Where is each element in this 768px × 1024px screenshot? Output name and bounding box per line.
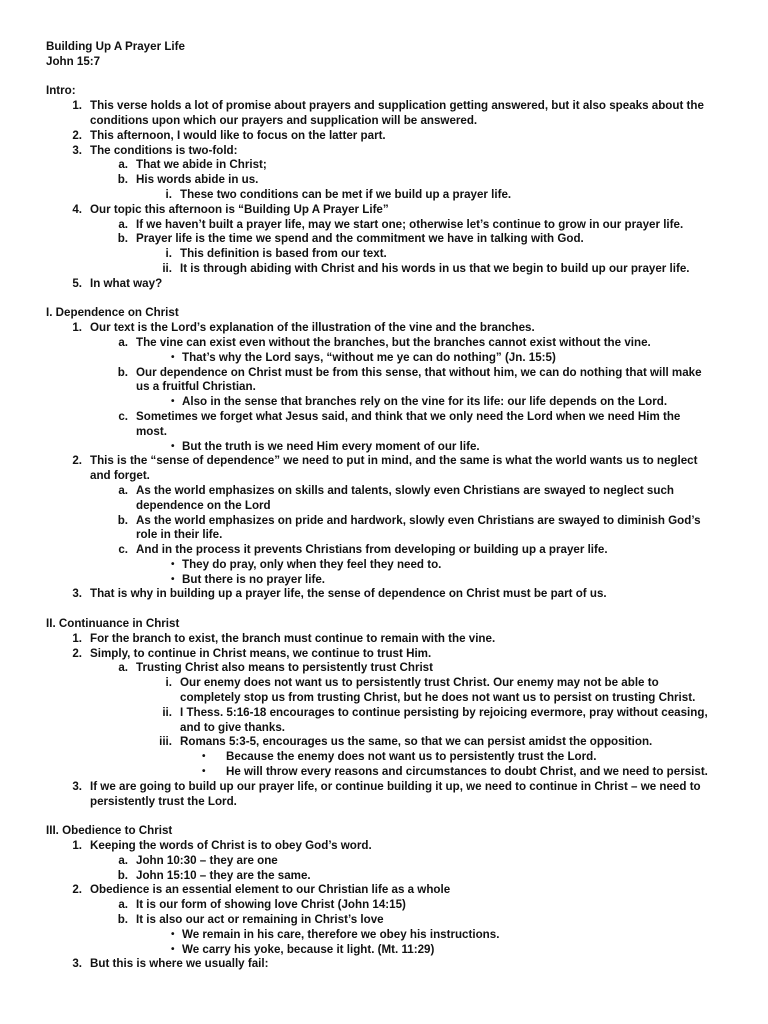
list-item-continuation bbox=[0, 380, 768, 395]
list-item-text: If we haven’t built a prayer life, may we start one; otherwise let’s continue to grow in our prayer life. bbox=[136, 217, 684, 231]
list-item-text: It is through abiding with Christ and his words in us that we begin to build up our prayer life. bbox=[180, 261, 690, 275]
list-item-text: This verse holds a lot of promise about prayers and supplication getting answered, but it also speaks about the bbox=[90, 99, 704, 113]
list-item bbox=[0, 587, 768, 602]
bullet-item bbox=[0, 750, 768, 765]
section-heading: III. Obedience to Christ bbox=[46, 824, 173, 838]
list-item bbox=[0, 484, 768, 499]
bullet-item bbox=[0, 928, 768, 943]
section-heading: I. Dependence on Christ bbox=[46, 306, 179, 320]
list-item-text: I Thess. 5:16-18 encourages to continue persisting by rejoicing evermore, pray without ceasing, bbox=[180, 705, 708, 719]
list-item-text: As the world emphasizes on pride and hardwork, slowly even Christians are swayed to diminish God’s bbox=[136, 513, 701, 527]
list-item-text: As the world emphasizes on skills and talents, slowly even Christians are swayed to neglect such bbox=[136, 483, 674, 497]
list-item bbox=[0, 129, 768, 144]
list-item bbox=[0, 277, 768, 292]
list-item-text: us a fruitful Christian. bbox=[136, 380, 256, 394]
list-item-text: He will throw every reasons and circumstances to doubt Christ, and we need to persist. bbox=[226, 765, 708, 779]
list-item-continuation bbox=[0, 469, 768, 484]
list-item-text: If we are going to build up our prayer life, or continue building it up, we need to continue in Christ – we need to bbox=[90, 779, 701, 793]
list-marker: a. bbox=[118, 217, 128, 231]
list-item bbox=[0, 336, 768, 351]
list-marker: 2. bbox=[72, 454, 82, 468]
list-item bbox=[0, 883, 768, 898]
list-marker: b. bbox=[117, 173, 128, 187]
list-marker: iii. bbox=[159, 735, 172, 749]
list-item-continuation bbox=[0, 499, 768, 514]
list-marker: ii. bbox=[162, 261, 172, 275]
bullet-item bbox=[0, 943, 768, 958]
list-item bbox=[0, 262, 768, 277]
list-item-continuation bbox=[0, 691, 768, 706]
list-item-text: But this is where we usually fail: bbox=[90, 957, 269, 971]
list-item-text: This afternoon, I would like to focus on the latter part. bbox=[90, 128, 386, 142]
list-item bbox=[0, 839, 768, 854]
list-item-text: This is the “sense of dependence” we need to put in mind, and the same is what the world wants us to neglect bbox=[90, 454, 698, 468]
list-item bbox=[0, 232, 768, 247]
section-heading: II. Continuance in Christ bbox=[46, 617, 180, 631]
list-marker: a. bbox=[118, 661, 128, 675]
list-item bbox=[0, 735, 768, 750]
bullet-icon: • bbox=[171, 928, 175, 940]
list-item-text: This definition is based from our text. bbox=[180, 247, 387, 261]
bullet-item bbox=[0, 558, 768, 573]
list-item-text: They do pray, only when they feel they need to. bbox=[182, 557, 442, 571]
list-item-text: That’s why the Lord says, “without me ye can do nothing” (Jn. 15:5) bbox=[182, 350, 556, 364]
list-marker: 3. bbox=[72, 957, 82, 971]
list-marker: a. bbox=[118, 853, 128, 867]
bullet-item bbox=[0, 765, 768, 780]
list-item bbox=[0, 321, 768, 336]
bullet-icon: • bbox=[171, 573, 175, 585]
list-item-continuation bbox=[0, 528, 768, 543]
list-marker: 2. bbox=[72, 646, 82, 660]
list-item bbox=[0, 706, 768, 721]
list-marker: b. bbox=[117, 365, 128, 379]
list-item-continuation bbox=[0, 114, 768, 129]
bullet-item bbox=[0, 440, 768, 455]
list-item-text: And in the process it prevents Christians from developing or building up a prayer life. bbox=[136, 543, 608, 557]
list-item bbox=[0, 676, 768, 691]
list-marker: 3. bbox=[72, 779, 82, 793]
list-item-text: Trusting Christ also means to persistently trust Christ bbox=[136, 661, 433, 675]
list-marker: i. bbox=[165, 187, 172, 201]
list-item-text: These two conditions can be met if we build up a prayer life. bbox=[180, 187, 512, 201]
list-marker: b. bbox=[117, 232, 128, 246]
list-item bbox=[0, 203, 768, 218]
list-item-text: Obedience is an essential element to our Christian life as a whole bbox=[90, 883, 451, 897]
list-item bbox=[0, 454, 768, 469]
list-marker: a. bbox=[118, 335, 128, 349]
list-item-text: Because the enemy does not want us to persistently trust the Lord. bbox=[226, 750, 597, 764]
list-item bbox=[0, 218, 768, 233]
bullet-item bbox=[0, 395, 768, 410]
list-item-text: John 10:30 – they are one bbox=[136, 853, 278, 867]
list-marker: b. bbox=[117, 868, 128, 882]
intro-heading: Intro: bbox=[46, 84, 76, 98]
list-item-text: His words abide in us. bbox=[136, 173, 259, 187]
list-item bbox=[0, 144, 768, 159]
list-item-text: role in their life. bbox=[136, 528, 223, 542]
list-marker: 5. bbox=[72, 276, 82, 290]
list-marker: 1. bbox=[72, 321, 82, 335]
list-item-text: We carry his yoke, because it light. (Mt. 11:29) bbox=[182, 942, 435, 956]
list-item bbox=[0, 957, 768, 972]
list-item-text: Romans 5:3-5, encourages us the same, so that we can persist amidst the opposition. bbox=[180, 735, 653, 749]
list-item bbox=[0, 410, 768, 425]
bullet-icon: • bbox=[171, 943, 175, 955]
bullet-item bbox=[0, 351, 768, 366]
list-marker: 3. bbox=[72, 143, 82, 157]
list-marker: ii. bbox=[162, 705, 172, 719]
bullet-icon: • bbox=[171, 396, 175, 408]
list-item bbox=[0, 898, 768, 913]
list-item-text: persistently trust the Lord. bbox=[90, 794, 237, 808]
list-item-text: completely stop us from trusting Christ, but he does not want us to persist on trusting Christ. bbox=[180, 691, 696, 705]
list-item-text: Keeping the words of Christ is to obey God’s word. bbox=[90, 839, 372, 853]
list-marker: b. bbox=[117, 513, 128, 527]
list-marker: 1. bbox=[72, 99, 82, 113]
list-item-text: That is why in building up a prayer life, the sense of dependence on Christ must be part of us. bbox=[90, 587, 607, 601]
bullet-icon: • bbox=[171, 351, 175, 363]
list-item-text: Our enemy does not want us to persistently trust Christ. Our enemy may not be able to bbox=[180, 676, 659, 690]
list-item-text: and forget. bbox=[90, 469, 150, 483]
list-marker: c. bbox=[118, 409, 128, 423]
list-item-text: The conditions is two-fold: bbox=[90, 143, 238, 157]
list-marker: a. bbox=[118, 483, 128, 497]
list-item-text: That we abide in Christ; bbox=[136, 158, 267, 172]
bullet-icon: • bbox=[171, 440, 175, 452]
list-item-text: Sometimes we forget what Jesus said, and think that we only need the Lord when we need Him the bbox=[136, 409, 681, 423]
list-marker: a. bbox=[118, 898, 128, 912]
list-item-text: dependence on the Lord bbox=[136, 498, 271, 512]
list-item bbox=[0, 543, 768, 558]
list-item bbox=[0, 661, 768, 676]
list-item bbox=[0, 913, 768, 928]
list-marker: a. bbox=[118, 158, 128, 172]
list-marker: 3. bbox=[72, 587, 82, 601]
list-item-continuation bbox=[0, 425, 768, 440]
document-page bbox=[0, 40, 768, 972]
list-marker: c. bbox=[118, 543, 128, 557]
list-item bbox=[0, 99, 768, 114]
list-item bbox=[0, 366, 768, 381]
list-item-text: The vine can exist even without the branches, but the branches cannot exist without the vine. bbox=[136, 335, 651, 349]
list-marker: b. bbox=[117, 913, 128, 927]
list-item bbox=[0, 188, 768, 203]
list-item-text: Our topic this afternoon is “Building Up A Prayer Life” bbox=[90, 202, 389, 216]
list-item-text: In what way? bbox=[90, 276, 163, 290]
list-marker: 2. bbox=[72, 883, 82, 897]
list-marker: 1. bbox=[72, 839, 82, 853]
list-marker: i. bbox=[165, 247, 172, 261]
list-item-continuation bbox=[0, 795, 768, 810]
list-item-text: most. bbox=[136, 424, 167, 438]
scripture-reference: John 15:7 bbox=[46, 54, 101, 68]
list-item-text: conditions upon which our prayers and supplication will be answered. bbox=[90, 113, 478, 127]
list-item-text: John 15:10 – they are the same. bbox=[136, 868, 311, 882]
list-item bbox=[0, 158, 768, 173]
list-item-text: Simply, to continue in Christ means, we continue to trust Him. bbox=[90, 646, 432, 660]
list-marker: i. bbox=[165, 676, 172, 690]
list-item-text: It is also our act or remaining in Christ’s love bbox=[136, 913, 384, 927]
list-item bbox=[0, 854, 768, 869]
list-item-text: For the branch to exist, the branch must continue to remain with the vine. bbox=[90, 631, 496, 645]
list-item-text: It is our form of showing love Christ (John 14:15) bbox=[136, 898, 406, 912]
bullet-icon: • bbox=[171, 558, 175, 570]
list-item-text: and to give thanks. bbox=[180, 720, 286, 734]
list-item bbox=[0, 869, 768, 884]
list-item-text: Also in the sense that branches rely on the vine for its life: our life depends on the Lord. bbox=[182, 395, 668, 409]
list-item-text: Our dependence on Christ must be from this sense, that without him, we can do nothing that will make bbox=[136, 365, 702, 379]
bullet-icon: • bbox=[202, 766, 206, 778]
list-item-continuation bbox=[0, 721, 768, 736]
list-item bbox=[0, 647, 768, 662]
bullet-icon: • bbox=[202, 751, 206, 763]
list-item-text: We remain in his care, therefore we obey his instructions. bbox=[182, 927, 500, 941]
list-item-text: Prayer life is the time we spend and the commitment we have in talking with God. bbox=[136, 232, 584, 246]
document-title: Building Up A Prayer Life bbox=[46, 40, 185, 53]
list-marker: 1. bbox=[72, 631, 82, 645]
list-item-text: But the truth is we need Him every moment of our life. bbox=[182, 439, 480, 453]
list-item bbox=[0, 514, 768, 529]
bullet-item bbox=[0, 573, 768, 588]
list-item bbox=[0, 247, 768, 262]
list-item-text: Our text is the Lord’s explanation of the illustration of the vine and the branches. bbox=[90, 321, 535, 335]
list-item-text: But there is no prayer life. bbox=[182, 572, 326, 586]
list-item bbox=[0, 632, 768, 647]
list-item bbox=[0, 780, 768, 795]
list-marker: 2. bbox=[72, 128, 82, 142]
list-marker: 4. bbox=[72, 202, 82, 216]
outline-body bbox=[0, 99, 768, 972]
list-item bbox=[0, 173, 768, 188]
